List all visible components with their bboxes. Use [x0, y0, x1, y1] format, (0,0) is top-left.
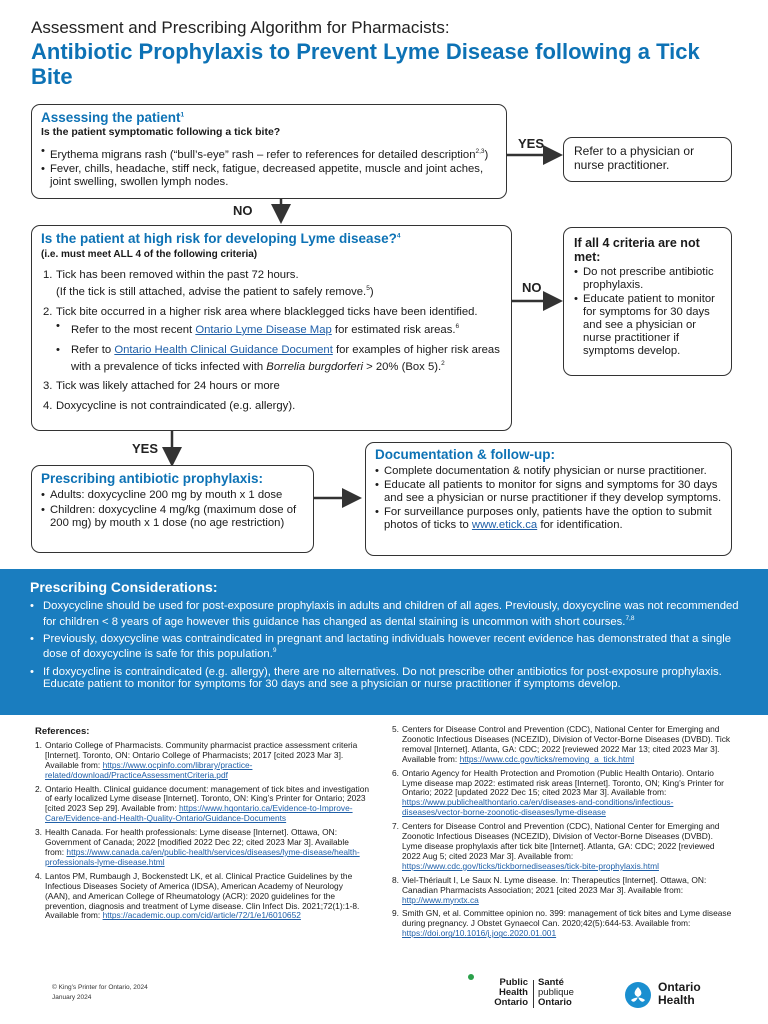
list-item: • Complete documentation & notify physician or nurse practitioner. [375, 465, 722, 478]
no-label-2: NO [522, 280, 542, 295]
reference-3-link[interactable]: https://www.canada.ca/en/public-health/services/diseases/lyme-disease/health-professionals-lyme-disease.html [45, 846, 360, 867]
list-item: • Children: doxycycline 4 mg/kg (maximum dose of 200 mg) by mouth x 1 dose (no age restriction) [41, 504, 304, 530]
reference-8: 8. Viel-Thériault I, Le Saux N. Lyme disease. In: Therapeutics [Internet]. Ottawa, ON: Canadian Pharmacists Association; 2021 [cited 2023 Mar 3]. Available from: http://www.myrxtx.ca [392, 874, 707, 905]
list-item: • For surveillance purposes only, patients have the option to submit photos of ticks to www.etick.ca for identification. [375, 506, 722, 532]
reference-1-link[interactable]: https://www.ocpinfo.com/library/practice-related/download/PracticeAssessmentCriteria.pdf [45, 759, 253, 780]
oh-line2: Health [658, 993, 695, 1007]
documentation-heading: Documentation & follow-up: [375, 447, 555, 462]
prescribe-box [31, 465, 314, 553]
list-item: • Refer to the most recent Ontario Lyme Disease Map for estimated risk areas.$^6$ [56, 320, 502, 337]
considerations-list [30, 600, 740, 696]
criteria-list [41, 269, 502, 413]
guidance-document-link[interactable]: Ontario Health Clinical Guidance Document [114, 343, 333, 356]
refer-text: Refer to a physician or nurse practitioner. [574, 144, 695, 172]
list-item: • Previously, doxycycline was contraindicated in pregnant and lactating individuals however recent evidence has demonstrated that a single dose of doxycycline is safe for this population.$^9$ [30, 633, 740, 661]
documentation-list [375, 465, 722, 532]
pho-en-line1: Public [499, 977, 528, 988]
pho-fr-line2: publique [538, 987, 574, 998]
pho-en-line2: Health [498, 987, 528, 998]
pretitle: Assessment and Prescribing Algorithm for Pharmacists: [31, 18, 450, 37]
prescribe-list [41, 489, 304, 530]
assess-question: Is the patient symptomatic following a tick bite? [41, 126, 281, 138]
assess-box [31, 104, 507, 199]
logo-divider [533, 980, 534, 1008]
no-label-1: NO [233, 203, 253, 218]
assess-symptom-list [41, 145, 497, 189]
reference-2: 2. Ontario Health. Clinical guidance document: management of tick bites and investigation of early localized Lyme disease [Internet]. Toronto, ON: King’s Printer for Ontario; 2023 [cited 2023 Sep 29]. Available from: https://www.hqontario.ca/Evidence-to-Improve-Care/Evidence-and-Health-Quality-Ontario/Guidance-Documents [35, 783, 370, 824]
risk-box [31, 225, 512, 431]
reference-7-link[interactable]: https://www.cdc.gov/ticks/tickbornediseases/tick-bite-prophylaxis.html [402, 860, 659, 871]
reference-2-link[interactable]: https://www.hqontario.ca/Evidence-to-Improve-Care/Evidence-and-Health-Quality-Ontario/Guidance-Documents [45, 803, 353, 824]
prescribe-heading: Prescribing antibiotic prophylaxis: [41, 471, 264, 486]
yes-label-2: YES [132, 441, 159, 456]
list-item: • Fever, chills, headache, stiff neck, fatigue, decreased appetite, muscle and joint aches, joint swelling, swollen lymph nodes. [41, 163, 497, 189]
reference-9-link[interactable]: https://doi.org/10.1016/j.jogc.2020.01.001 [402, 928, 557, 939]
etick-link[interactable]: www.etick.ca [471, 519, 538, 531]
reference-6-link[interactable]: https://www.publichealthontario.ca/en/diseases-and-conditions/infectious-diseases/vector-borne-zoonotic-diseases/lyme-disease [402, 797, 674, 818]
references-heading: References: [35, 726, 90, 737]
list-item: • Adults: doxycycline 200 mg by mouth x 1 dose [41, 489, 304, 502]
ontario-health-logo [624, 978, 734, 1014]
oh-line1: Ontario [658, 980, 701, 994]
documentation-box [365, 442, 732, 556]
list-item: • Doxycycline should be used for post-exposure prophylaxis in adults and children of all ages. Previously, doxycycline was not recommended for children < 8 years of age however this guidance has changed as dental staining is uncommon with short courses.$^{7,8}$ [30, 600, 740, 628]
reference-9: 9. Smith GN, et al. Committee opinion no. 399: management of tick bites and Lyme disease during pregnancy. J Obstet Gynaecol Can. 2020;42(5):644-53. Available from: https://doi.org/10.1016/j.jogc.2020.01.001 [392, 908, 732, 939]
reference-8-link[interactable]: http://www.myrxtx.ca [402, 894, 479, 905]
pho-en-line3: Ontario [494, 997, 528, 1008]
pho-leaf-icon [468, 974, 474, 980]
references-left [35, 727, 370, 925]
page-title: Antibiotic Prophylaxis to Prevent Lyme Disease following a Tick Bite [31, 39, 700, 89]
yes-label-1: YES [518, 136, 545, 151]
publication-date: January 2024 [52, 994, 92, 1001]
copyright: © King’s Printer for Ontario, 2024 [52, 984, 148, 991]
refer-box [563, 137, 732, 182]
list-item: • Educate all patients to monitor for signs and symptoms for 30 days and see a physician or nurse practitioner if they develop symptoms. [375, 479, 722, 505]
list-item: • Do not prescribe antibiotic prophylaxis. [574, 266, 721, 292]
risk-subheading: (i.e. must meet ALL 4 of the following criteria) [41, 249, 258, 260]
reference-1: 1. Ontario College of Pharmacists. Community pharmacist practice assessment criteria [Internet]. Toronto, ON: Ontario College of Pharmacists; 2017 [cited 2023 Mar 3]. Available from: https://www.ocpinfo.com/library/practice-related/download/PracticeAssessmentCriteria.pdf [35, 739, 358, 780]
criterion-3: 3. Tick was likely attached for 24 hours or more [43, 380, 280, 393]
lyme-map-link[interactable]: Ontario Lyme Disease Map [195, 323, 332, 336]
criterion-1: 1. Tick has been removed within the past 72 hours. (If the tick is still attached, advise the patient to safely remove.$^5$) [43, 269, 374, 298]
public-health-ontario-logo [468, 978, 618, 1014]
reference-5: 5. Centers for Disease Control and Prevention (CDC), National Center for Emerging and Zoonotic Infectious Diseases (NCEZID), Division of Vector-Borne Diseases (DVBD). Tick removal [Internet]. Atlanta, GA: CDC; 2022 [reviewed 2022 Mar 13; cited 2023 Mar 3]. Available from: https://www.cdc.gov/ticks/removing_a_tick.html [392, 724, 731, 764]
list-item: • Refer to Ontario Health Clinical Guidance Document for examples of higher risk areas with a prevalence of ticks infected with Borrelia burgdorferi > 20% (Box 5).$^2$ [56, 344, 502, 374]
reference-3: 3. Health Canada. For health professionals: Lyme disease [Internet]. Ottawa, ON: Government of Canada; 2022 [modified 2022 Dec 22; cited 2023 Mar 3]. Available from: https://www.canada.ca/en/public-health/services/diseases/lyme-disease/health-professionals-lyme-disease.html [35, 827, 360, 867]
reference-4-link[interactable]: https://academic.oup.com/cid/article/72/1/e1/6010652 [102, 910, 301, 921]
considerations-heading: Prescribing Considerations: [30, 579, 218, 595]
list-item: • Educate patient to monitor for symptoms for 30 days and see a physician or nurse practitioner if symptoms develop. [574, 293, 721, 358]
references-right [392, 725, 732, 943]
trillium-icon [624, 981, 652, 1009]
list-item: • Erythema migrans rash (“bull’s-eye” rash – refer to references for detailed description$^{2,3}$) [41, 145, 497, 162]
reference-4: 4. Lantos PM, Rumbaugh J, Bockenstedt LK, et al. Clinical Practice Guidelines by the Infectious Diseases Society of America (IDSA), American Academy of Neurology (AAN), and American College of Rheumatology (ACR): 2020 guidelines for the prevention, diagnosis and treatment of Lyme disease. Clin Infect Dis. 2021;72(1):1-8. Available from: https://academic.oup.com/cid/article/72/1/e1/6010652 [35, 870, 360, 921]
considerations-band [0, 569, 768, 715]
reference-5-link[interactable]: https://www.cdc.gov/ticks/removing_a_tick.html [459, 753, 635, 764]
reference-6: 6. Ontario Agency for Health Protection and Promotion (Public Health Ontario). Ontario Lyme disease map 2022: estimated risk areas [Internet]. Toronto, ON; King’s Printer for Ontario; 2022 [updated 2022 Dec 15; cited 2023 Mar 3]. Available from: https://www.publichealthontario.ca/en/diseases-and-conditions/infectious-diseases/vector-borne-zoonotic-diseases/lyme-disease [392, 767, 724, 818]
not-met-box [563, 227, 732, 376]
risk-heading: Is the patient at high risk for developing Lyme disease?$^4$ [41, 231, 401, 246]
not-met-heading: If all 4 criteria are not met: [574, 236, 700, 264]
pho-fr-line3: Ontario [538, 997, 572, 1008]
assess-heading: Assessing the patient$^1$ [41, 110, 185, 125]
criterion-4: 4. Doxycycline is not contraindicated (e.g. allergy). [43, 400, 296, 413]
reference-7: 7. Centers for Disease Control and Prevention (CDC), National Center for Emerging and Zoonotic Infectious Diseases (NCEZID), Division of Vector-Borne Diseases (DVBD). Lyme disease prophylaxis after tick bite [Internet]. Atlanta, GA: CDC; 2022 [reviewed 2022 Aug 5; cited 2023 Mar 3]. Available from: https://www.cdc.gov/ticks/tickbornediseases/tick-bite-prophylaxis.html [392, 821, 720, 871]
pho-fr-line1: Santé [538, 977, 564, 988]
criterion-2: 2. Tick bite occurred in a higher risk area where blacklegged ticks have been identified. • Refer to the most recent Ontario Lyme Disease Map for estimated risk areas.$^6$ • Refer to Ontario Health Clinical Guidance Document for examples of higher risk areas with a prevalence of ticks infected with Borrelia burgdorferi > 20% (Box 5).$^2$ [41, 306, 502, 374]
list-item: • If doxycycline is contraindicated (e.g. allergy), there are no alternatives. Do not prescribe other antibiotics for post-exposure prophylaxis. Educate patient to monitor for symptoms for 30 days and see a physician or nurse practitioner if symptoms develop. [30, 666, 740, 691]
not-met-list [574, 266, 721, 358]
